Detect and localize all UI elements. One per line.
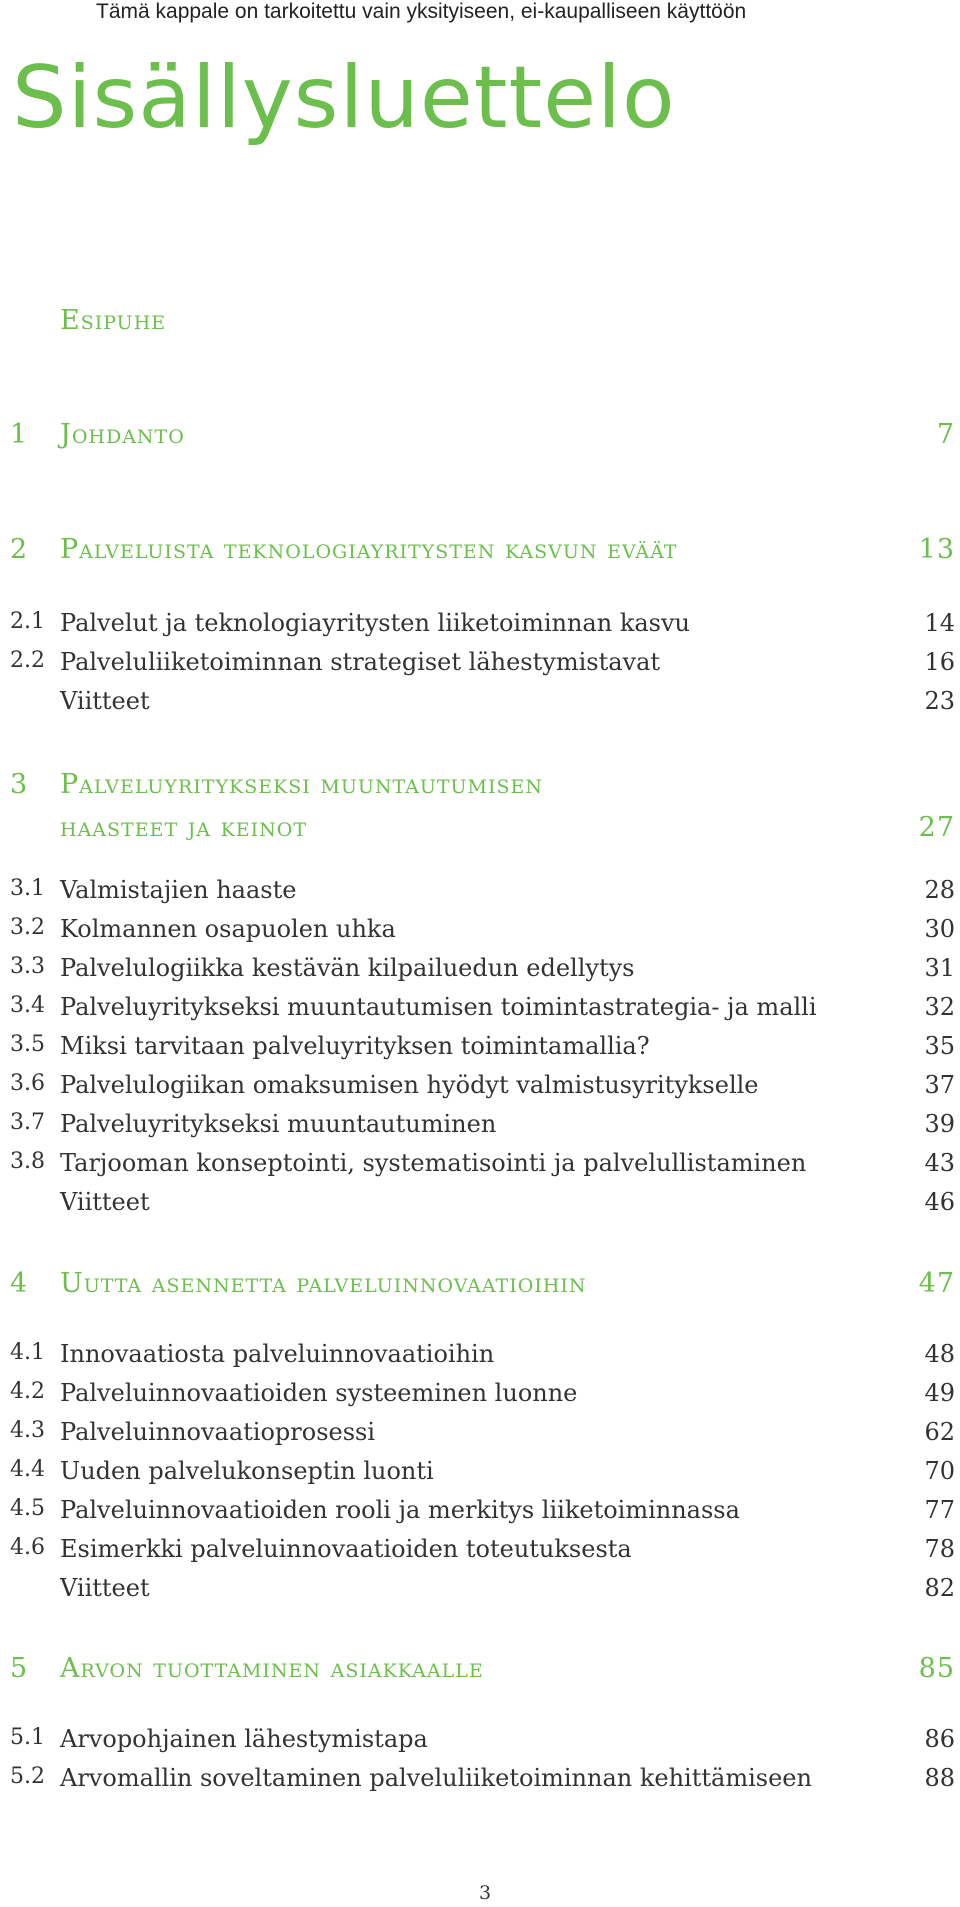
entry-title: Palveluyritykseksi muuntautumisen <box>60 769 544 800</box>
usage-notice: Tämä kappale on tarkoitettu vain yksityiseen, ei-kaupalliseen käyttöön <box>96 0 747 23</box>
entry-page: 13 <box>918 534 955 565</box>
toc-subsection-entry[interactable] <box>0 1149 960 1189</box>
entry-number: 3.2 <box>10 915 45 940</box>
entry-title: Viitteet <box>60 1188 150 1216</box>
entry-title: Arvopohjainen lähestymistapa <box>60 1725 428 1753</box>
entry-title: Palveluyritykseksi muuntautuminen <box>60 1110 497 1138</box>
entry-title: Palveluinnovaatioiden rooli ja merkitys liiketoiminnassa <box>60 1496 740 1524</box>
entry-title: Viitteet <box>60 687 150 715</box>
toc-section-entry[interactable] <box>0 419 960 459</box>
toc-subsection-entry[interactable] <box>0 1418 960 1458</box>
entry-page: 28 <box>924 876 955 904</box>
entry-page: 70 <box>924 1457 955 1485</box>
entry-number: 4.1 <box>10 1340 45 1365</box>
entry-title: Uutta asennetta palveluinnovaatioihin <box>60 1268 587 1299</box>
entry-title: Tarjooman konseptointi, systematisointi ja palvelullistaminen <box>60 1149 807 1177</box>
entry-page: 88 <box>924 1764 955 1792</box>
toc-subsection-entry[interactable] <box>0 1379 960 1419</box>
toc-section-entry[interactable] <box>0 305 960 345</box>
entry-number: 4 <box>10 1268 29 1299</box>
entry-number: 3.7 <box>10 1110 45 1135</box>
toc-section-entry[interactable] <box>0 1653 960 1693</box>
entry-page: 37 <box>924 1071 955 1099</box>
entry-page: 7 <box>936 419 955 450</box>
toc-subsection-entry[interactable] <box>0 1725 960 1765</box>
entry-number: 2.2 <box>10 648 45 673</box>
toc-subsection-entry[interactable] <box>0 1340 960 1380</box>
entry-page: 14 <box>924 609 955 637</box>
entry-page: 43 <box>924 1149 955 1177</box>
entry-title: Esipuhe <box>60 305 167 336</box>
entry-number: 2.1 <box>10 609 45 634</box>
toc-subsection-entry[interactable] <box>0 1071 960 1111</box>
entry-page: 30 <box>924 915 955 943</box>
toc-section-entry[interactable] <box>0 534 960 574</box>
entry-title: Innovaatiosta palveluinnovaatioihin <box>60 1340 495 1368</box>
entry-page: 31 <box>924 954 955 982</box>
entry-number: 5 <box>10 1653 29 1684</box>
toc-subsection-entry[interactable] <box>0 1764 960 1804</box>
entry-title: Palvelulogiikka kestävän kilpailuedun edellytys <box>60 954 635 982</box>
entry-title: Palveluista teknologiayritysten kasvun eväät <box>60 534 678 565</box>
entry-number: 5.1 <box>10 1725 45 1750</box>
entry-page: 77 <box>924 1496 955 1524</box>
entry-page: 78 <box>924 1535 955 1563</box>
entry-title: Arvomallin soveltaminen palveluliiketoiminnan kehittämiseen <box>60 1764 812 1792</box>
toc-section-entry-continued[interactable] <box>0 812 960 852</box>
toc-references-entry[interactable] <box>0 1574 960 1614</box>
entry-number: 1 <box>10 419 29 450</box>
toc-section-entry[interactable] <box>0 769 960 809</box>
entry-number: 4.2 <box>10 1379 45 1404</box>
toc-section-entry[interactable] <box>0 1268 960 1308</box>
toc-subsection-entry[interactable] <box>0 1496 960 1536</box>
entry-number: 3 <box>10 769 29 800</box>
entry-page: 47 <box>918 1268 955 1299</box>
entry-page: 49 <box>924 1379 955 1407</box>
entry-page: 27 <box>918 812 955 843</box>
entry-page: 32 <box>924 993 955 1021</box>
toc-subsection-entry[interactable] <box>0 993 960 1033</box>
page-number: 3 <box>478 1882 492 1904</box>
entry-number: 2 <box>10 534 29 565</box>
toc-subsection-entry[interactable] <box>0 876 960 916</box>
toc-subsection-entry[interactable] <box>0 1457 960 1497</box>
toc-subsection-entry[interactable] <box>0 609 960 649</box>
entry-title: Palveluinnovaatioiden systeeminen luonne <box>60 1379 578 1407</box>
entry-number: 3.6 <box>10 1071 45 1096</box>
toc-references-entry[interactable] <box>0 687 960 727</box>
entry-title: Viitteet <box>60 1574 150 1602</box>
entry-page: 35 <box>924 1032 955 1060</box>
entry-number: 3.1 <box>10 876 45 901</box>
toc-subsection-entry[interactable] <box>0 1110 960 1150</box>
entry-title: Palvelut ja teknologiayritysten liiketoiminnan kasvu <box>60 609 690 637</box>
entry-page: 39 <box>924 1110 955 1138</box>
entry-title: Palveluyritykseksi muuntautumisen toimintastrategia- ja malli <box>60 993 817 1021</box>
toc-subsection-entry[interactable] <box>0 1032 960 1072</box>
entry-title: Palveluinnovaatioprosessi <box>60 1418 376 1446</box>
entry-page: 46 <box>924 1188 955 1216</box>
toc-subsection-entry[interactable] <box>0 648 960 688</box>
entry-number: 4.5 <box>10 1496 45 1521</box>
entry-number: 4.3 <box>10 1418 45 1443</box>
entry-title: Miksi tarvitaan palveluyrityksen toimintamallia? <box>60 1032 650 1060</box>
toc-references-entry[interactable] <box>0 1188 960 1228</box>
page-title: Sisällysluettelo <box>12 48 676 148</box>
entry-number: 3.5 <box>10 1032 45 1057</box>
entry-number: 5.2 <box>10 1764 45 1789</box>
entry-title: Palvelulogiikan omaksumisen hyödyt valmistusyritykselle <box>60 1071 759 1099</box>
entry-page: 86 <box>924 1725 955 1753</box>
entry-title: Palveluliiketoiminnan strategiset lähestymistavat <box>60 648 661 676</box>
entry-title: Esimerkki palveluinnovaatioiden toteutuksesta <box>60 1535 632 1563</box>
entry-number: 3.4 <box>10 993 45 1018</box>
entry-title: Johdanto <box>60 419 185 450</box>
toc-subsection-entry[interactable] <box>0 954 960 994</box>
entry-number: 3.3 <box>10 954 45 979</box>
entry-page: 82 <box>924 1574 955 1602</box>
entry-title: Valmistajien haaste <box>60 876 297 904</box>
entry-page: 85 <box>918 1653 955 1684</box>
entry-title: haasteet ja keinot <box>60 812 308 843</box>
entry-page: 62 <box>924 1418 955 1446</box>
entry-page: 23 <box>924 687 955 715</box>
toc-subsection-entry[interactable] <box>0 915 960 955</box>
entry-page: 16 <box>924 648 955 676</box>
entry-number: 4.6 <box>10 1535 45 1560</box>
entry-number: 4.4 <box>10 1457 45 1482</box>
entry-number: 3.8 <box>10 1149 45 1174</box>
entry-title: Kolmannen osapuolen uhka <box>60 915 396 943</box>
toc-subsection-entry[interactable] <box>0 1535 960 1575</box>
entry-page: 48 <box>924 1340 955 1368</box>
entry-title: Arvon tuottaminen asiakkaalle <box>60 1653 484 1684</box>
entry-title: Uuden palvelukonseptin luonti <box>60 1457 434 1485</box>
